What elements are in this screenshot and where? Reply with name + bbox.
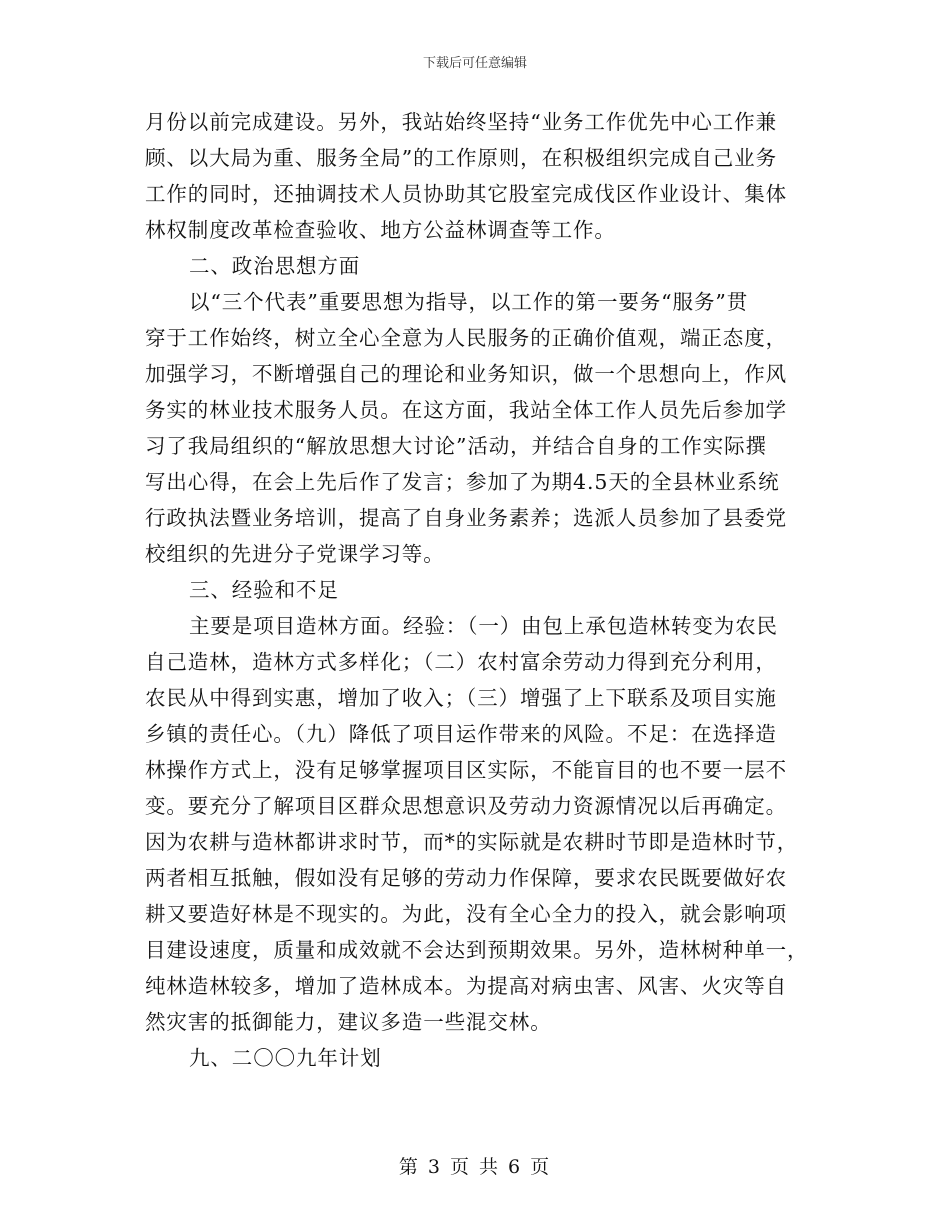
paragraph-line: 习了我局组织的“解放思想大讨论”活动，并结合自身的工作实际撰 <box>145 434 767 458</box>
paragraph-line: 耕又要造好林是不现实的。为此，没有全心全力的投入，就会影响项 <box>145 902 787 926</box>
section-heading: 二、政治思想方面 <box>189 254 361 278</box>
paragraph-line: 农民从中得到实惠，增加了收入；（三）增强了上下联系及项目实施 <box>145 686 777 710</box>
document-body <box>145 104 809 1076</box>
paragraph-line: 变。要充分了解项目区群众思想意识及劳动力资源情况以后再确定。 <box>145 794 787 818</box>
page-footer: 第 3 页 共 6 页 <box>398 1156 552 1178</box>
paragraph-line: 穿于工作始终，树立全心全意为人民服务的正确价值观，端正态度， <box>145 326 787 350</box>
page-header: 下载后可任意编辑 <box>422 56 527 71</box>
paragraph-line: 林权制度改革检查验收、地方公益林调查等工作。 <box>145 218 616 242</box>
paragraph-line: 加强学习，不断增强自己的理论和业务知识，做一个思想向上，作风 <box>145 362 787 386</box>
paragraph-line: 写出心得，在会上先后作了发言；参加了为期4.5天的全县林业系统 <box>145 470 780 494</box>
paragraph-first-line: 主要是项目造林方面。经验：（一）由包上承包造林转变为农民 <box>189 614 778 638</box>
section-heading: 三、经验和不足 <box>189 578 339 602</box>
paragraph-line: 目建设速度，质量和成效就不会达到预期效果。另外，造林树种单一， <box>145 938 809 962</box>
paragraph-line: 行政执法暨业务培训，提高了自身业务素养；选派人员参加了县委党 <box>145 506 787 530</box>
paragraph-line: 然灾害的抵御能力，建议多造一些混交林。 <box>145 1010 552 1034</box>
paragraph-line: 工作的同时，还抽调技术人员协助其它股室完成伐区作业设计、集体 <box>145 182 787 206</box>
paragraph-line: 校组织的先进分子党课学习等。 <box>145 542 445 566</box>
paragraph-line: 因为农耕与造林都讲求时节，而*的实际就是农耕时节即是造林时节， <box>145 830 799 854</box>
paragraph-line: 月份以前完成建设。另外，我站始终坚持“业务工作优先中心工作兼 <box>145 110 777 134</box>
paragraph-line: 务实的林业技术服务人员。在这方面，我站全体工作人员先后参加学 <box>145 398 787 422</box>
paragraph-line: 林操作方式上，没有足够掌握项目区实际，不能盲目的也不要一层不 <box>145 758 787 782</box>
paragraph-line: 顾、以大局为重、服务全局”的工作原则，在积极组织完成自己业务 <box>145 146 777 170</box>
paragraph-first-line: 以“三个代表”重要思想为指导，以工作的第一要务“服务”贯 <box>189 290 749 314</box>
paragraph-line: 自己造林，造林方式多样化；（二）农村富余劳动力得到充分利用， <box>145 650 777 674</box>
paragraph-line: 两者相互抵触，假如没有足够的劳动力作保障，要求农民既要做好农 <box>145 866 787 890</box>
paragraph-line: 乡镇的责任心。（九）降低了项目运作带来的风险。不足：在选择造 <box>145 722 777 746</box>
section-heading: 九、二〇〇九年计划 <box>189 1046 382 1070</box>
paragraph-line: 纯林造林较多，增加了造林成本。为提高对病虫害、风害、火灾等自 <box>145 974 787 998</box>
